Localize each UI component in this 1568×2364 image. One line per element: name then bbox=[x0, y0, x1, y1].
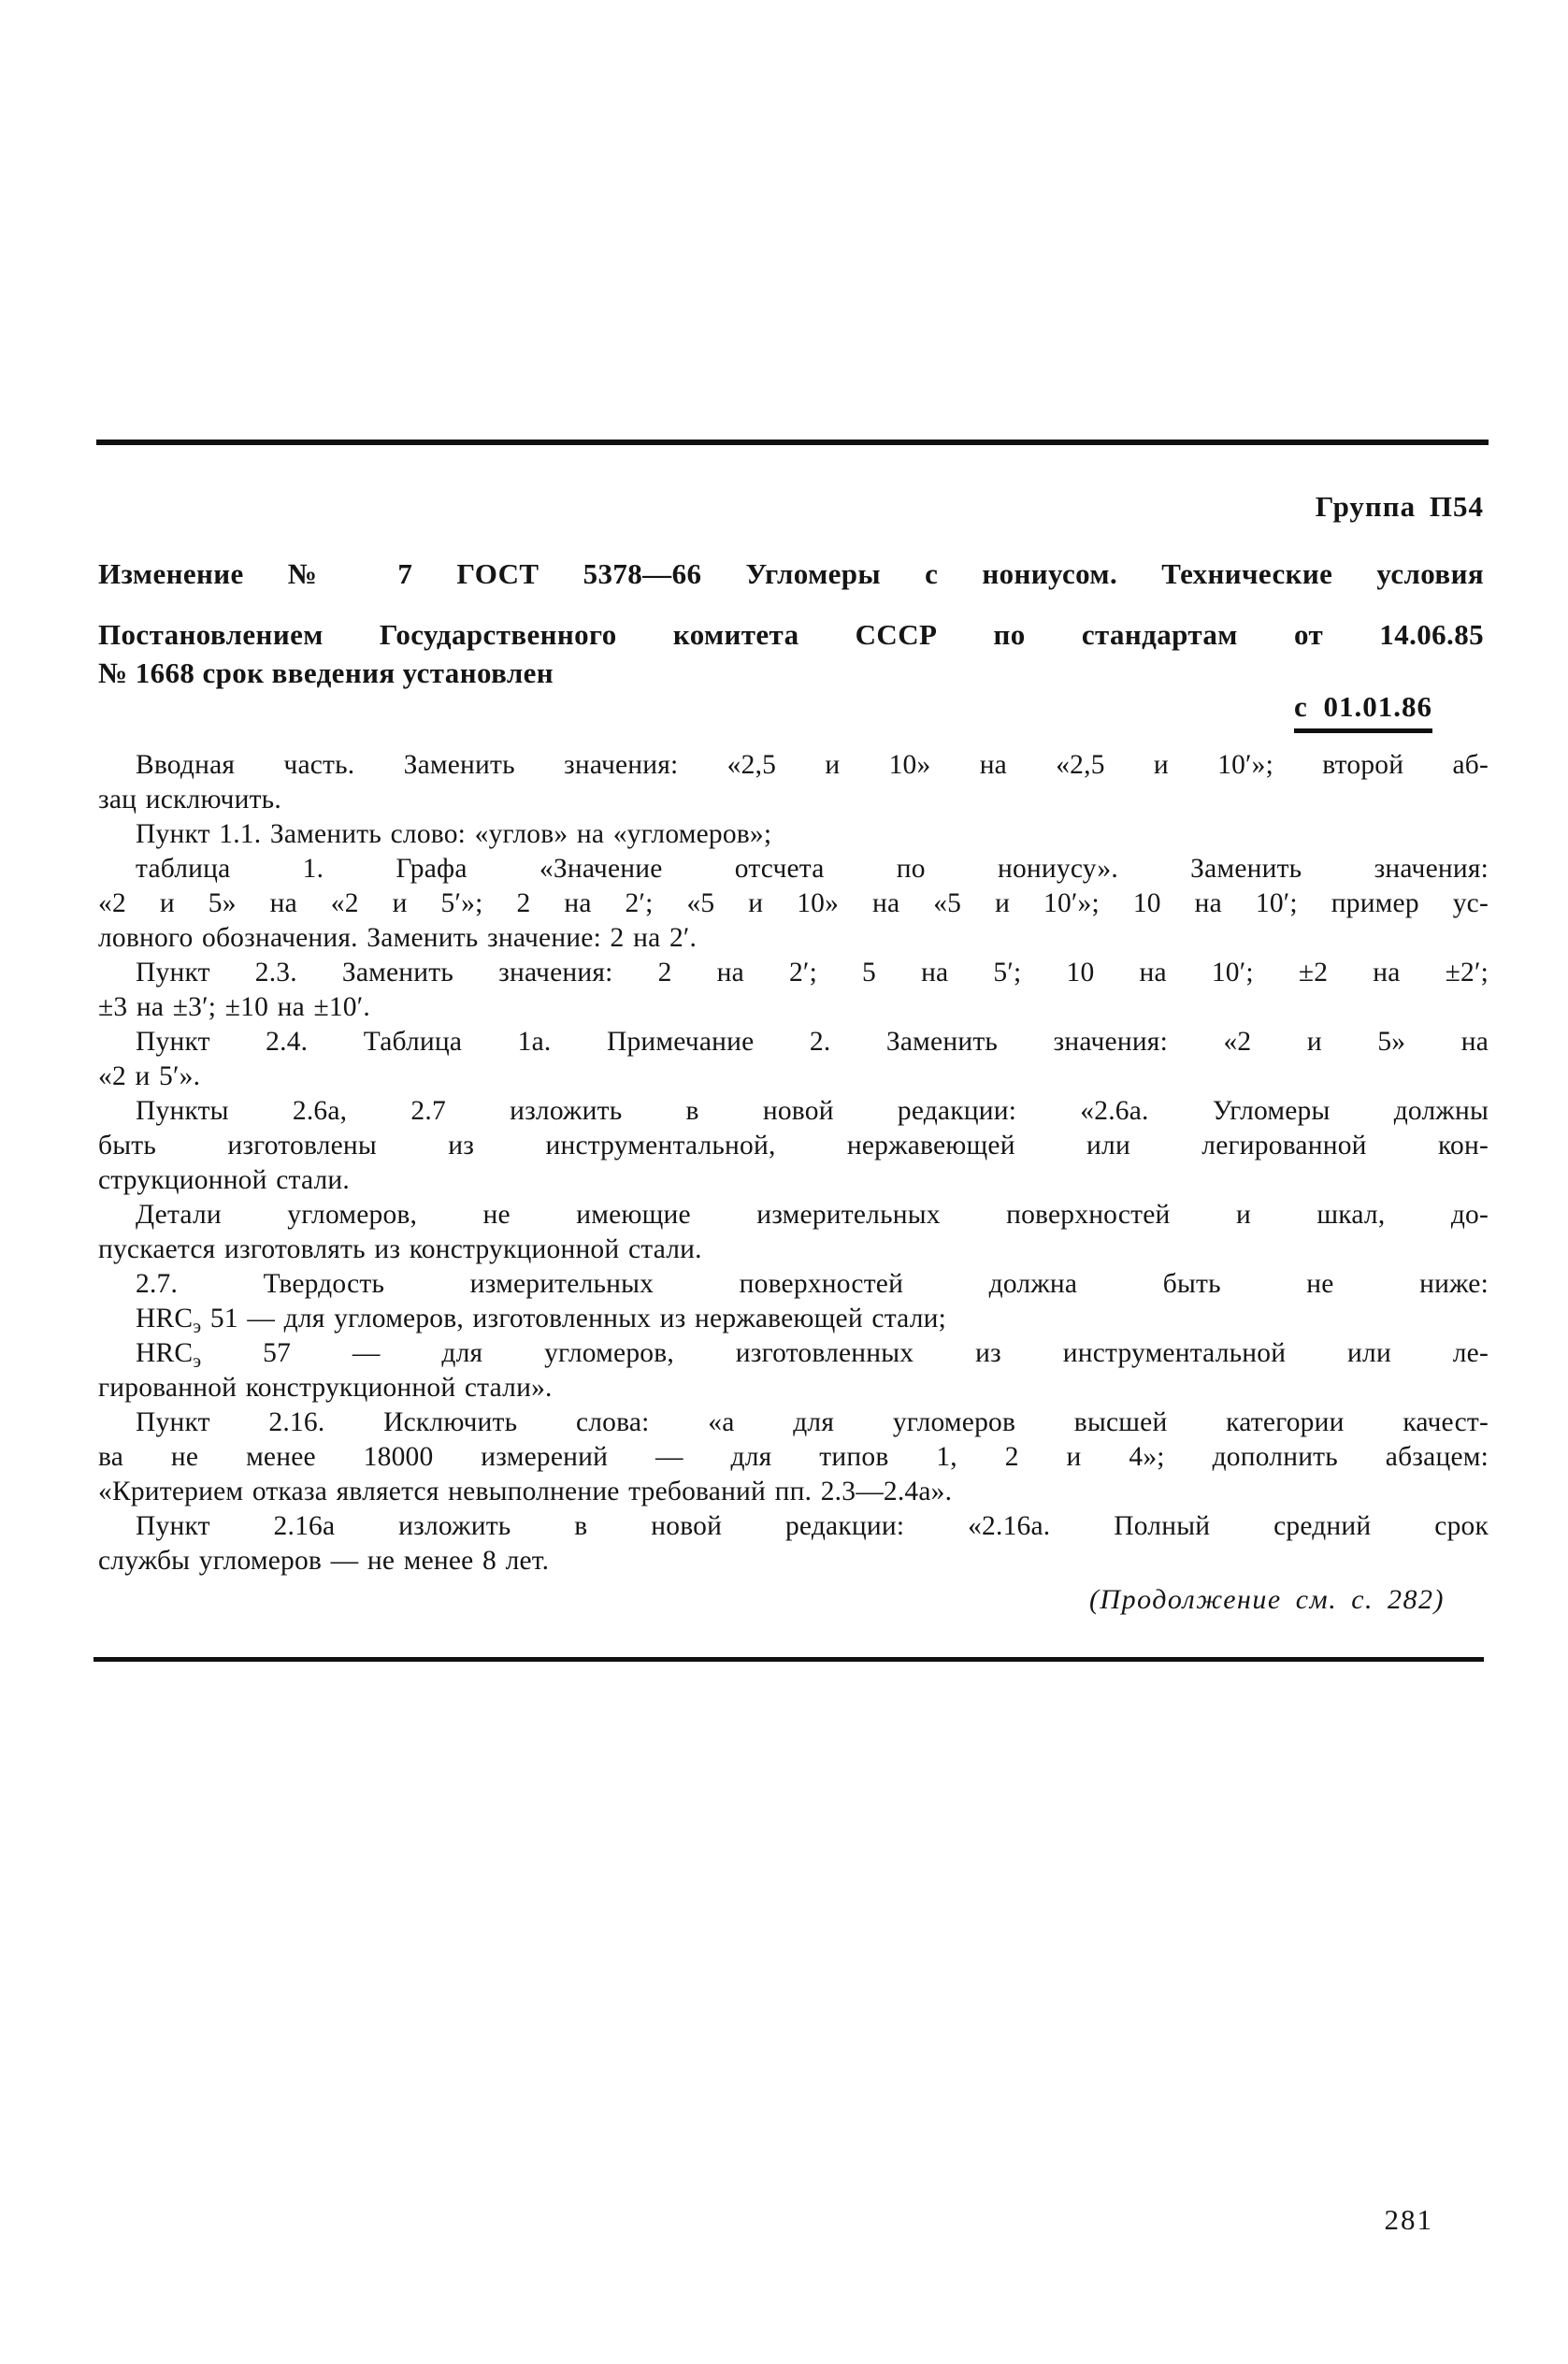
body-text bbox=[98, 748, 1489, 1578]
body-line: Вводная часть. Заменить значения: «2,5 и 10» на «2,5 и 10′»; второй аб- bbox=[136, 750, 1489, 780]
body-line: таблица 1. Графа «Значение отсчета по нониусу». Заменить значения: bbox=[136, 854, 1489, 884]
decree-line: № 1668 срок введения установлен bbox=[98, 656, 554, 689]
effective-date-wrap bbox=[98, 690, 1484, 733]
hrc-subscript: э bbox=[193, 1351, 202, 1372]
body-line: Детали угломеров, не имеющие измерительных поверхностей и шкал, до- bbox=[136, 1200, 1489, 1230]
hrc-label: HRC bbox=[136, 1338, 194, 1368]
body-line: Пункт 2.3. Заменить значения: 2 на 2′; 5 на 5′; 10 на 10′; ±2 на ±2′; bbox=[136, 958, 1489, 987]
body-line: ловного обозначения. Заменить значение: 2 на 2′. bbox=[98, 923, 698, 953]
hrc-label: HRC bbox=[136, 1304, 194, 1333]
hrc-subscript: э bbox=[193, 1317, 202, 1337]
body-line-hrc bbox=[98, 1302, 1489, 1336]
continuation-note-wrap bbox=[98, 1584, 1484, 1616]
hrc-text: 51 — для угломеров, изготовленных из нержавеющей стали; bbox=[201, 1304, 947, 1333]
body-line: Пункт 2.16а изложить в новой редакции: «2.16а. Полный средний срок bbox=[136, 1511, 1489, 1541]
body-line: зац исключить. bbox=[98, 785, 281, 814]
body-line: пускается изготовлять из конструкционной стали. bbox=[98, 1234, 702, 1264]
body-line: Пункт 2.4. Таблица 1а. Примечание 2. Заменить значения: «2 и 5» на bbox=[136, 1027, 1489, 1057]
body-line: «2 и 5′». bbox=[98, 1061, 201, 1091]
body-line: службы угломеров — не менее 8 лет. bbox=[98, 1546, 550, 1576]
continuation-note: (Продолжение см. с. 282) bbox=[1088, 1584, 1445, 1615]
page-number: 281 bbox=[1384, 2203, 1433, 2236]
body-line: струкционной стали. bbox=[98, 1165, 350, 1195]
document-title: Изменение № 7 ГОСТ 5378—66 Угломеры с нониусом. Технические условия bbox=[98, 557, 1484, 590]
group-label: Группа П54 bbox=[1315, 490, 1484, 523]
body-line: гированной конструкционной стали». bbox=[98, 1373, 553, 1403]
body-line: Пункт 1.1. Заменить слово: «углов» на «угломеров»; bbox=[136, 819, 772, 849]
body-line-hrc bbox=[98, 1336, 1489, 1371]
bottom-rule bbox=[94, 1657, 1484, 1662]
body-line: ±3 на ±3′; ±10 на ±10′. bbox=[98, 992, 370, 1022]
body-line: быть изготовлены из инструментальной, нержавеющей или легированной кон- bbox=[98, 1131, 1489, 1160]
body-line: Пункт 2.16. Исключить слова: «а для угломеров высшей категории качест- bbox=[136, 1407, 1489, 1437]
decree-line: Постановлением Государственного комитета СССР по стандартам от 14.06.85 bbox=[98, 618, 1484, 651]
body-line: «Критерием отказа является невыполнение требований пп. 2.3—2.4а». bbox=[98, 1477, 953, 1506]
hrc-text: 57 — для угломеров, изготовленных из инструментальной или ле- bbox=[201, 1338, 1489, 1368]
body-line: 2.7. Твердость измерительных поверхностей должна быть не ниже: bbox=[136, 1269, 1489, 1299]
body-line: «2 и 5» на «2 и 5′»; 2 на 2′; «5 и 10» на «5 и 10′»; 10 на 10′; пример ус- bbox=[98, 888, 1489, 918]
body-line: Пункты 2.6а, 2.7 изложить в новой редакции: «2.6а. Угломеры должны bbox=[136, 1096, 1489, 1126]
decree-block bbox=[98, 615, 1484, 692]
top-rule bbox=[96, 440, 1489, 445]
body-line: ва не менее 18000 измерений — для типов 1, 2 и 4»; дополнить абзацем: bbox=[98, 1442, 1489, 1472]
effective-date: с 01.01.86 bbox=[1294, 690, 1432, 733]
